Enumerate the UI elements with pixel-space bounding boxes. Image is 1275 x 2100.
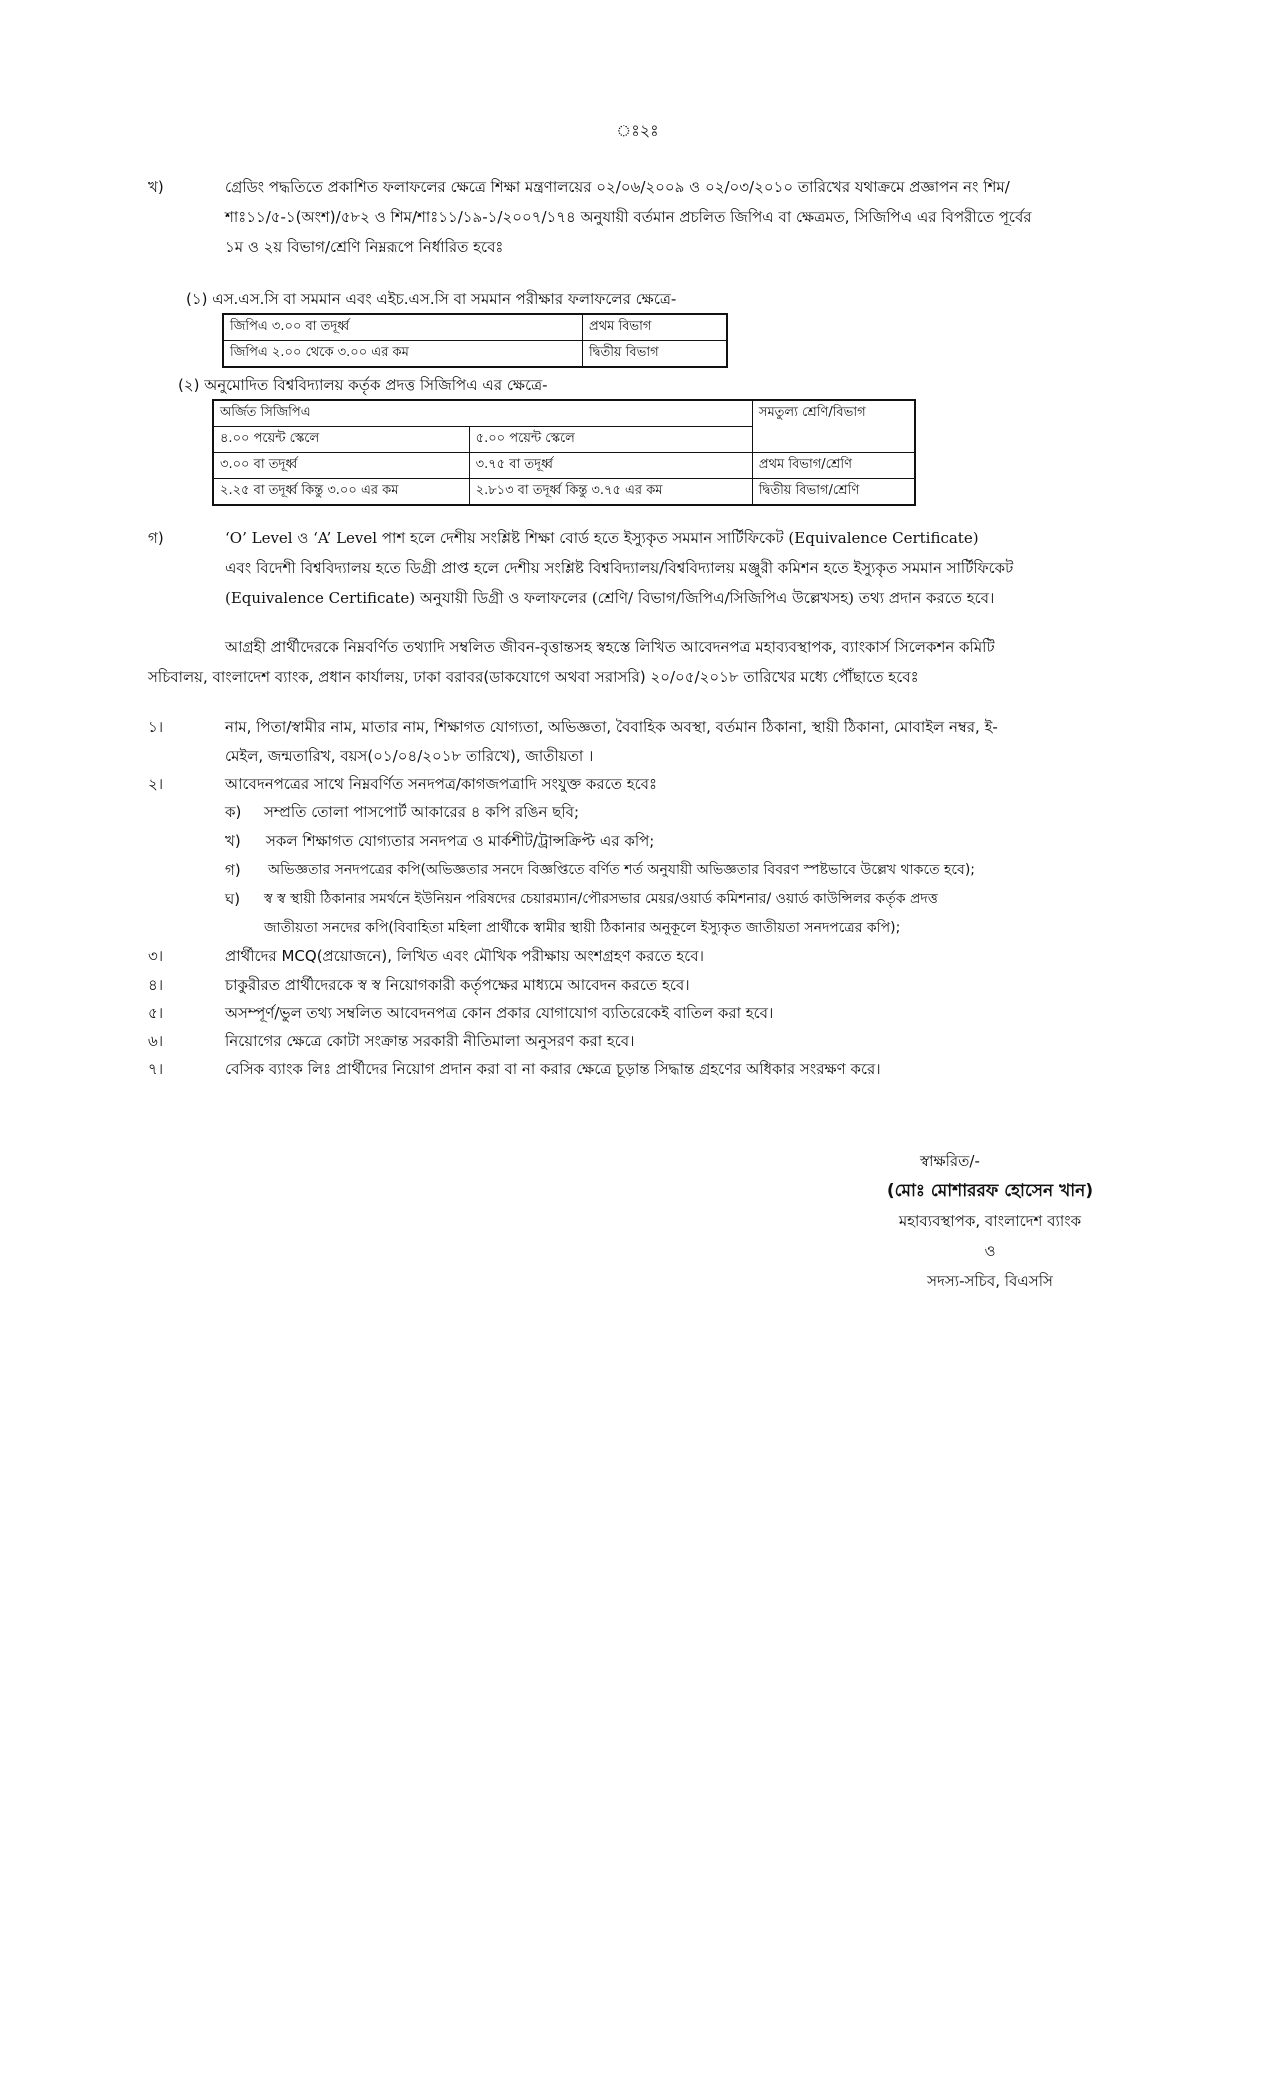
table-cell: দ্বিতীয় বিভাগ/শ্রেণি	[752, 479, 915, 506]
table-cell: ৩.০০ বা তদূর্ধ্ব	[213, 453, 469, 479]
table-cell: ৩.৭৫ বা তদূর্ধ্ব	[469, 453, 752, 479]
attachment-marker: গ)	[225, 861, 241, 879]
table-header-cell: অর্জিত সিজিপিএ	[213, 400, 752, 427]
signed-label: স্বাক্ষরিত/-	[920, 1152, 980, 1170]
attachment-text: জাতীয়তা সনদের কপি(বিবাহিতা মহিলা প্রার্থীকে স্বামীর স্থায়ী ঠিকানার অনুকূলে ইস্যুকৃত জাতীয়তা সনদপত্রের কপি);	[264, 920, 901, 936]
attachment-marker: ক)	[225, 803, 242, 821]
item-marker: ৫।	[148, 1004, 164, 1022]
table-subheader-cell: ৪.০০ পয়েন্ট স্কেলে	[213, 427, 469, 453]
table-row	[213, 453, 915, 479]
subsection-heading: (১) এস.এস.সি বা সমমান এবং এইচ.এস.সি বা সমমান পরীক্ষার ফলাফলের ক্ষেত্রে-	[186, 290, 677, 308]
attachment-text: সকল শিক্ষাগত যোগ্যতার সনদপত্র ও মার্কশীট/ট্রান্সক্রিপ্ট এর কপি;	[266, 832, 655, 850]
attachment-text: স্ব স্ব স্থায়ী ঠিকানার সমর্থনে ইউনিয়ন পরিষদের চেয়ারম্যান/পৌরসভার মেয়র/ওয়ার্ড কমিশনার/ ওয়ার্ড কাউন্সিলর কর্তৃক প্রদত্ত	[264, 891, 938, 907]
signatory-name: (মোঃ মোশাররফ হোসেন খান)	[886, 1181, 1094, 1201]
section-marker: খ)	[148, 178, 164, 196]
table-cell: জিপিএ ২.০০ থেকে ৩.০০ এর কম	[223, 341, 583, 368]
signature-block	[840, 1146, 1140, 1296]
table-cell: প্রথম বিভাগ/শ্রেণি	[752, 453, 915, 479]
signatory-title: সদস্য-সচিব, বিএসসি	[927, 1272, 1053, 1290]
conjunction: ও	[984, 1242, 996, 1260]
item-marker: ২।	[148, 775, 164, 793]
item-text: অসম্পূর্ণ/ভুল তথ্য সম্বলিত আবেদনপত্র কোন প্রকার যোগাযোগ ব্যতিরেকেই বাতিল করা হবে।	[225, 1004, 774, 1022]
item-text: প্রার্থীদের MCQ(প্রয়োজনে), লিখিত এবং মৌখিক পরীক্ষায় অংশগ্রহণ করতে হবে।	[225, 947, 704, 965]
item-text: চাকুরীরত প্রার্থীদেরকে স্ব স্ব নিয়োগকারী কর্তৃপক্ষের মাধ্যমে আবেদন করতে হবে।	[225, 976, 690, 994]
item-marker: ১।	[148, 718, 164, 736]
table-cell: ২.৮১৩ বা তদূর্ধ্ব কিন্তু ৩.৭৫ এর কম	[469, 479, 752, 506]
table-header-cell: সমতুল্য শ্রেণি/বিভাগ	[752, 400, 915, 453]
gpa-table	[222, 313, 728, 368]
signatory-title: মহাব্যবস্থাপক, বাংলাদেশ ব্যাংক	[898, 1212, 1082, 1230]
table-cell: দ্বিতীয় বিভাগ	[583, 341, 728, 368]
item-text: নিয়োগের ক্ষেত্রে কোটা সংক্রান্ত সরকারী নীতিমালা অনুসরণ করা হবে।	[225, 1032, 635, 1050]
table-row	[223, 341, 727, 368]
page-number: ঃ২ঃ	[616, 121, 659, 140]
item-text: আবেদনপত্রের সাথে নিম্নবর্ণিত সনদপত্র/কাগজপত্রাদি সংযুক্ত করতে হবেঃ	[225, 775, 657, 793]
paragraph-line: (Equivalence Certificate) অনুযায়ী ডিগ্রী ও ফলাফলের (শ্রেণি/ বিভাগ/জিপিএ/সিজিপিএ উল্লেখসহ) তথ্য প্রদান করতে হবে।	[225, 589, 995, 607]
paragraph-line: ১ম ও ২য় বিভাগ/শ্রেণি নিম্নরূপে নির্ধারিত হবেঃ	[225, 238, 504, 256]
item-text: মেইল, জন্মতারিখ, বয়স(০১/০৪/২০১৮ তারিখে), জাতীয়তা ।	[225, 747, 594, 765]
item-marker: ৩।	[148, 947, 164, 965]
subsection-heading: (২) অনুমোদিত বিশ্ববিদ্যালয় কর্তৃক প্রদত্ত সিজিপিএ এর ক্ষেত্রে-	[178, 376, 548, 394]
item-text: নাম, পিতা/স্বামীর নাম, মাতার নাম, শিক্ষাগত যোগ্যতা, অভিজ্ঞতা, বৈবাহিক অবস্থা, বর্তমান ঠিকানা, স্থায়ী ঠিকানা, মোবাইল নম্বর, ই-	[225, 718, 998, 736]
item-marker: ৭।	[148, 1060, 164, 1078]
table-row	[213, 479, 915, 506]
attachment-text: সম্প্রতি তোলা পাসপোর্ট আকারের ৪ কপি রঙিন ছবি;	[264, 803, 580, 821]
paragraph-line: গ্রেডিং পদ্ধতিতে প্রকাশিত ফলাফলের ক্ষেত্রে শিক্ষা মন্ত্রণালয়ের ০২/০৬/২০০৯ ও ০২/০৩/২০১০ তারিখের যথাক্রমে প্রজ্ঞাপন নং শিম/	[225, 178, 1010, 196]
table-subheader-cell: ৫.০০ পয়েন্ট স্কেলে	[469, 427, 752, 453]
item-text: বেসিক ব্যাংক লিঃ প্রার্থীদের নিয়োগ প্রদান করা বা না করার ক্ষেত্রে চূড়ান্ত সিদ্ধান্ত গ্রহণের অধিকার সংরক্ষণ করে।	[225, 1060, 881, 1078]
item-marker: ৬।	[148, 1032, 164, 1050]
table-row	[213, 400, 915, 427]
table-row	[223, 314, 727, 341]
section-marker: গ)	[148, 529, 164, 547]
table-cell: জিপিএ ৩.০০ বা তদূর্ধ্ব	[223, 314, 583, 341]
attachment-marker: ঘ)	[225, 890, 241, 908]
table-cell: ২.২৫ বা তদূর্ধ্ব কিন্তু ৩.০০ এর কম	[213, 479, 469, 506]
table-cell: প্রথম বিভাগ	[583, 314, 728, 341]
paragraph-line: ‘O’ Level ও ‘A’ Level পাশ হলে দেশীয় সংশ্লিষ্ট শিক্ষা বোর্ড হতে ইস্যুকৃত সমমান সার্টিফিকেট (Equivalence Certificate)	[225, 529, 979, 547]
paragraph-line: আগ্রহী প্রার্থীদেরকে নিম্নবর্ণিত তথ্যাদি সম্বলিত জীবন-বৃত্তান্তসহ স্বহস্তে লিখিত আবেদনপত্র মহাব্যবস্থাপক, ব্যাংকার্স সিলেকশন কমিটি	[225, 638, 995, 656]
paragraph-line: শাঃ১১/৫-১(অংশ)/৫৮২ ও শিম/শাঃ১১/১৯-১/২০০৭/১৭৪ অনুযায়ী বর্তমান প্রচলিত জিপিএ বা ক্ষেত্রমত, সিজিপিএ এর বিপরীতে পূর্বের	[225, 208, 1032, 226]
cgpa-table	[212, 399, 916, 506]
paragraph-line: এবং বিদেশী বিশ্ববিদ্যালয় হতে ডিগ্রী প্রাপ্ত হলে দেশীয় সংশ্লিষ্ট বিশ্ববিদ্যালয়/বিশ্ববিদ্যালয় মঞ্জুরী কমিশন হতে ইস্যুকৃত সমমান সার্টিফিকেট	[225, 559, 1014, 577]
item-marker: ৪।	[148, 976, 164, 994]
paragraph-line: সচিবালয়, বাংলাদেশ ব্যাংক, প্রধান কার্যালয়, ঢাকা বরাবর(ডাকযোগে অথবা সরাসরি) ২০/০৫/২০১৮ তারিখের মধ্যে পৌঁছাতে হবেঃ	[148, 668, 919, 686]
attachment-marker: খ)	[225, 832, 241, 850]
attachment-text: অভিজ্ঞতার সনদপত্রের কপি(অভিজ্ঞতার সনদে বিজ্ঞপ্তিতে বর্ণিত শর্ত অনুযায়ী অভিজ্ঞতার বিবরণ স্পষ্টভাবে উল্লেখ থাকতে হবে);	[268, 862, 976, 878]
